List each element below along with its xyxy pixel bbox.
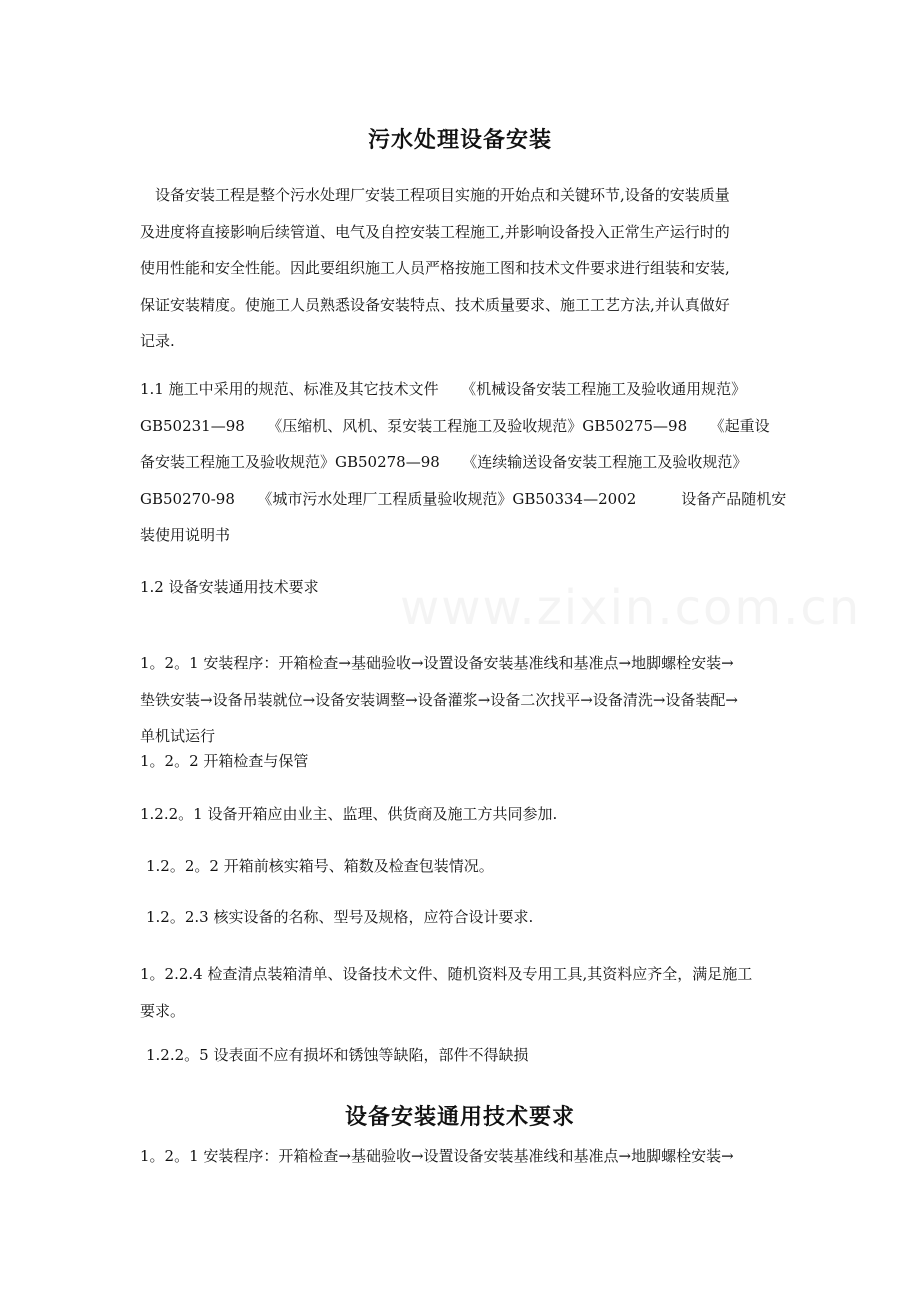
item-1-2-2-5: 1.2.2。5 设表面不应有损坏和锈蚀等缺陷，部件不得缺损 (146, 1046, 529, 1064)
intro-line: 设备安装工程是整个污水处理厂安装工程项目实施的开始点和关键环节,设备的安装质量 (140, 186, 730, 204)
install-procedure-repeat (140, 1138, 785, 1175)
item-1-2-2-1: 1.2.2。1 设备开箱应由业主、监理、供货商及施工方共同参加. (140, 805, 558, 823)
intro-line: 使用性能和安全性能。因此要组织施工人员严格按施工图和技术文件要求进行组装和安装, (140, 259, 730, 277)
references-line: 1.1 施工中采用的规范、标准及其它技术文件 《机械设备安装工程施工及验收通用规范》 (140, 380, 747, 398)
intro-line: 保证安装精度。使施工人员熟悉设备安装特点、技术质量要求、施工工艺方法,并认真做好 (140, 295, 730, 314)
intro-line: 及进度将直接影响后续管道、电气及自控安装工程施工,并影响设备投入正常生产运行时的 (140, 222, 730, 241)
references-line: GB50270-98 《城市污水处理厂工程质量验收规范》GB50334—2002 设备产品随机安 (140, 489, 787, 508)
references-line: GB50231—98 《压缩机、风机、泵安装工程施工及验收规范》GB50275—98 《起重设 (140, 416, 770, 435)
item-1-2-2-4 (140, 956, 785, 1029)
section-heading-1-2-2: 1。2。2 开箱检查与保管 (140, 752, 309, 770)
watermark: www.zixin.com.cn (400, 580, 862, 636)
document-title: 污水处理设备安装 (367, 128, 552, 153)
procedure-line: 1。2。1 安装程序：开箱检查→基础验收→设置设备安装基准线和基准点→地脚螺栓安装→ (140, 654, 734, 672)
item-1-2-2-3: 1.2。2.3 核实设备的名称、型号及规格，应符合设计要求. (146, 908, 534, 926)
references-paragraph (140, 371, 785, 554)
item-1-2-2-2: 1.2。2。2 开箱前核实箱号、箱数及检查包装情况。 (146, 857, 494, 875)
item-line: 要求。 (140, 1001, 186, 1020)
procedure-line: 垫铁安装→设备吊装就位→设备安装调整→设备灌浆→设备二次找平→设备清洗→设备装配→ (140, 690, 738, 709)
item-line: 1。2.2.4 检查清点装箱清单、设备技术文件、随机资料及专用工具,其资料应齐全，满足施工 (140, 965, 753, 983)
procedure-line: 1。2。1 安装程序：开箱检查→基础验收→设置设备安装基准线和基准点→地脚螺栓安装→ (140, 1147, 734, 1165)
references-line: 备安装工程施工及验收规范》GB50278—98 《连续输送设备安装工程施工及验收规范》 (140, 453, 748, 471)
intro-line: 记录. (140, 332, 175, 350)
section-heading-1-2: 1.2 设备安装通用技术要求 (140, 578, 319, 596)
references-line: 装使用说明书 (140, 526, 231, 544)
section-title: 设备安装通用技术要求 (344, 1105, 575, 1130)
install-procedure-paragraph (140, 645, 785, 755)
procedure-line: 单机试运行 (140, 727, 216, 745)
intro-paragraph (140, 177, 785, 360)
